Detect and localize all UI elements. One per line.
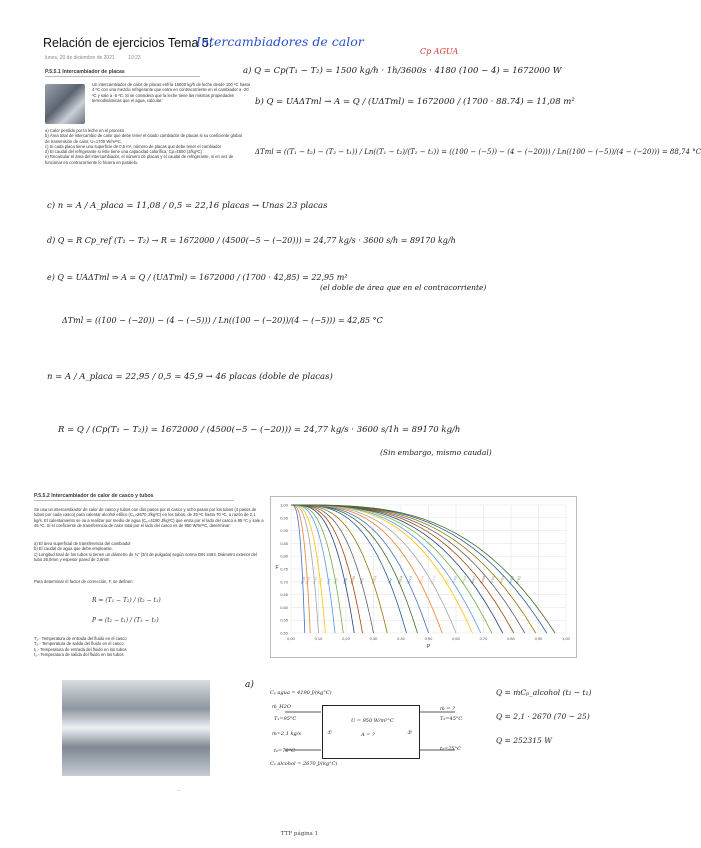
problem2-item: c) Longitud total de los tubos si tienen un diámetro de ¾" (3/4 de pulgada) según norma DIN 2463. Diámetro exterior del tubo 26,9mm y espesor pared de 2,6mm — [34, 551, 257, 562]
page-date: lunes, 20 de diciembre de 2021 — [45, 55, 115, 61]
legend-line: T₂.- Temperatura de salida del fluido en el casco — [34, 641, 124, 647]
plate-exchanger-photo — [45, 84, 85, 124]
formula-p: P = (t₂ − t₁) / (T₁ − t₁) — [92, 617, 159, 624]
series-label: R=20 — [300, 576, 307, 585]
legend-line: t₂.- Temperatura de salida del fluido en los tubos — [34, 651, 124, 657]
cp-water-label: Cₚ agua = 4190 J/(kg°C) — [270, 690, 332, 696]
answer-c: c) n = A / A_placa = 11,08 / 0,5 = 22,16 placas → Unas 23 placas — [47, 201, 328, 211]
problem1-item: e) Recalcular el área del intercambiador, el número de placas y el caudal de refrigerante, si en vez de funcionar en contracorriente lo hiciera en paralelo. — [45, 154, 234, 165]
x-tick-label: 0,10 — [314, 636, 323, 641]
y-tick-label: 0,65 — [280, 592, 288, 598]
y-tick-label: 0,60 — [280, 604, 288, 610]
answer-a: a) Q = Cp(T₁ − T₂) = 1500 kg/h · 1h/3600s · 4180 (100 − 4) = 1672000 W — [243, 66, 562, 76]
series-label: R=0,9 — [451, 575, 458, 585]
x-tick-label: 0,50 — [424, 636, 433, 641]
cp-water-note: Cp AGUA — [420, 47, 459, 56]
y-tick-label: 0,95 — [280, 515, 288, 521]
t2-water-label: T₂=45°C — [440, 716, 463, 722]
x-tick-label: 0,90 — [534, 636, 543, 641]
answer-e-flow: R = Q / (Cp(T₁ − T₂)) = 1672000 / (4500(−5 − (−20))) = 24,77 kg/s · 3600 s/1h = 89170 kg/h — [58, 425, 461, 435]
page-meta — [45, 55, 153, 61]
x-tick-label: 0,30 — [369, 636, 378, 641]
page-title: Relación de ejercicios Tema 5: — [43, 36, 213, 50]
problem1-item: d) El caudal del refrigerante si éste tiene una capacidad calorífica, Cp=4500 (J/kgºC) — [45, 149, 202, 155]
problem1-item: a) Calor perdido por la leche en el proceso — [45, 128, 125, 133]
alcohol-flow-label: ṁ=2,1 kg/s — [272, 731, 301, 737]
problem1-items — [45, 128, 245, 165]
series-label: R=0,8 — [460, 575, 468, 585]
series-label: R=1,2 — [430, 575, 437, 585]
series-label: R=0,4 — [498, 575, 506, 585]
series-label: R=6 — [326, 577, 332, 585]
t1-alcohol-label: t₁=25°C — [440, 746, 461, 752]
answer-b: b) Q = UAΔTml → A = Q / (UΔTml) = 1672000 / (1700 · 88.74) = 11,08 m² — [255, 97, 575, 107]
problem2-heading: P.5.5.2 Intercambiador de calor de casco y tubos — [34, 493, 234, 501]
area-unknown-label: A = ? — [361, 732, 375, 738]
series-label: R=3 — [359, 577, 365, 585]
series-label: R=1,4 — [418, 575, 425, 585]
water-flow-label: ṁ_H2O — [272, 704, 291, 710]
series-label: R=1 — [444, 577, 450, 585]
correction-factor-text: Para determinar el factor de corrección, F, se definen: — [34, 579, 134, 584]
y-tick-label: 0,80 — [280, 553, 288, 559]
y-tick-label: 0,75 — [280, 566, 288, 572]
series-label: R=5 — [333, 577, 339, 585]
series-label: R=10 — [311, 576, 319, 585]
node-2: ② — [407, 730, 412, 736]
correction-factor-chart — [270, 496, 577, 658]
problem1-item: c) Si cada placa tiene una superficie de 0,5 m², número de placas que debe tener el cambiador — [45, 143, 222, 149]
page-time: 10:23 — [128, 55, 141, 61]
node-1: ① — [327, 730, 332, 736]
y-tick-label: 0,90 — [280, 528, 288, 534]
problem1-heading: P.5.5.1 Intercambiador de placas — [45, 69, 200, 77]
y-tick-label: 0,50 — [280, 630, 288, 636]
answer-e-note: (el doble de área que en el contracorriente) — [320, 283, 487, 292]
x-axis-label: P — [426, 644, 431, 650]
heat-result: Q = 252315 W — [496, 736, 552, 745]
answer2-a-label: a) — [245, 680, 254, 690]
answer-e-lmtd: ΔTml = ((100 − (−20)) − (4 − (−5))) / Ln((100 − (−20))/(4 − (−5))) = 42,85 °C — [62, 316, 383, 325]
u-label: U = 950 W/m²°C — [351, 718, 394, 724]
handwritten-title: Intercambiadores de calor — [196, 34, 364, 49]
page-footer: TTF página 1 — [280, 831, 319, 837]
series-label: R=2,5 — [370, 575, 378, 585]
series-label: R=0,5 — [489, 575, 496, 585]
answer-e: e) Q = UAΔTml ⇒ A = Q / (UΔTml) = 1672000 / (1700 · 42,85) = 22,95 m² — [47, 273, 348, 282]
legend-line: T₁.- Temperatura de entrada del fluido en el casco — [34, 636, 127, 641]
legend-line: t₁.- Temperatura de entrada del fluido en los tubos — [34, 646, 127, 652]
y-tick-label: 0,55 — [280, 617, 288, 623]
answer-e-plates: n = A / A_placa = 22,95 / 0,5 = 45,9 → 46 placas (doble de placas) — [47, 372, 333, 382]
heat-substitution: Q = 2,1 · 2670 (70 − 25) — [496, 712, 590, 721]
x-tick-label: 0,00 — [287, 636, 295, 641]
x-tick-label: 0,60 — [452, 636, 460, 641]
series-label: R=2 — [387, 577, 394, 585]
problem2-item: b) El caudal de agua que debe emplearse. — [34, 546, 113, 552]
cp-alcohol-label: Cₚ alcohol = 2670 J/(kg°C) — [270, 761, 338, 767]
problem2-items — [34, 541, 264, 562]
problem1-item: b) Área total de intercambio de calor que debe tener el citado cambiador de placas si su coeficiente global de transmisión de calor, U=1700 W/m²ºC. — [45, 133, 242, 144]
shell-tube-exchanger-photo — [62, 680, 210, 776]
chart-svg — [271, 497, 576, 657]
y-tick-label: 0,70 — [280, 579, 288, 585]
series-label: R=3,5 — [349, 575, 357, 585]
formula-r: R = (T₁ − T₂) / (t₂ − t₁) — [92, 597, 161, 604]
x-tick-label: 0,80 — [507, 636, 515, 641]
series-label: R=0,2 — [515, 575, 522, 585]
dot-mark: - — [178, 788, 180, 794]
answer-lmtd: ΔTml = ((T₁ − t₂) − (T₂ − t₁)) / Ln((T₁ − t₂)/(T₂ − t₁)) = ((100 − (−5)) − (4 − (−20))) / Ln((100 − (−5))/(4 − (−20))) = 88,74 °C — [255, 148, 701, 156]
problem2-statement: Se usa un intercambiador de calor de casco y tubos con dos pasos por el casco y ocho pasos por los tubos (4 pasos de tubos por cada casco) para calentar alcohol etílico (Cₚ=2670 J/kgºC) en los tubos, de 25 ºC hasta 70 ºC, a razón de 2,1 kg/s. El calentamiento se va a realizar por medio de agua (Cₚ=4190 J/kgºC) que entra por el lado del casco a 95 ºC y sale a 45 ºC. Si el coeficiente de transferencia de calor total por el lado del casco es de 950 W/m²ºC, determinar: — [34, 507, 264, 528]
answer-e-flow-note: (Sin embargo, mismo caudal) — [380, 448, 492, 457]
x-tick-label: 1,00 — [562, 636, 570, 641]
problem1-statement: Un intercambiador de calor de placas enfría 15000 kg/h de leche desde 100 ºC hasta 4 ºC con una mezcla refrigerante que entra en contracorriente en el cambiador a -20 ºC y sale a -5 ºC. Si se considera que la leche tiene las mismas propiedades termodinámicas que el agua, calcular: — [92, 82, 250, 103]
series-label: R=15 — [304, 576, 311, 585]
t2-alcohol-label: t₂=70°C — [274, 748, 295, 754]
answer-d: d) Q = R Cp_ref (T₁ − T₂) → R = 1672000 / (4500(−5 − (−20))) = 24,77 kg/s · 3600 s/h = 89170 kg/h — [47, 236, 456, 245]
x-tick-label: 0,20 — [342, 636, 350, 641]
y-tick-label: 1,00 — [280, 502, 288, 508]
x-tick-label: 0,40 — [397, 636, 405, 641]
y-axis-label: F — [275, 565, 279, 571]
series-label: R=0,6 — [479, 575, 487, 585]
heat-equation: Q = ṁCₚ_alcohol (t₂ − t₁) — [496, 688, 592, 697]
water-flow-unknown: ṁ = ? — [440, 706, 455, 712]
t1-label: T₁=95°C — [274, 716, 297, 722]
temperature-legend — [34, 636, 244, 657]
series-label: R=4 — [342, 577, 349, 585]
series-label: R=0,3 — [508, 575, 515, 585]
problem2-item: a) El área superficial de transferencia del cambiador — [34, 541, 131, 546]
series-label: R=1,6 — [406, 575, 413, 585]
series-label: R=1,8 — [396, 575, 404, 585]
x-tick-label: 0,70 — [479, 636, 488, 641]
series-label: R=0,7 — [470, 575, 477, 585]
y-tick-label: 0,85 — [280, 540, 288, 546]
series-label: R=8 — [317, 577, 324, 585]
